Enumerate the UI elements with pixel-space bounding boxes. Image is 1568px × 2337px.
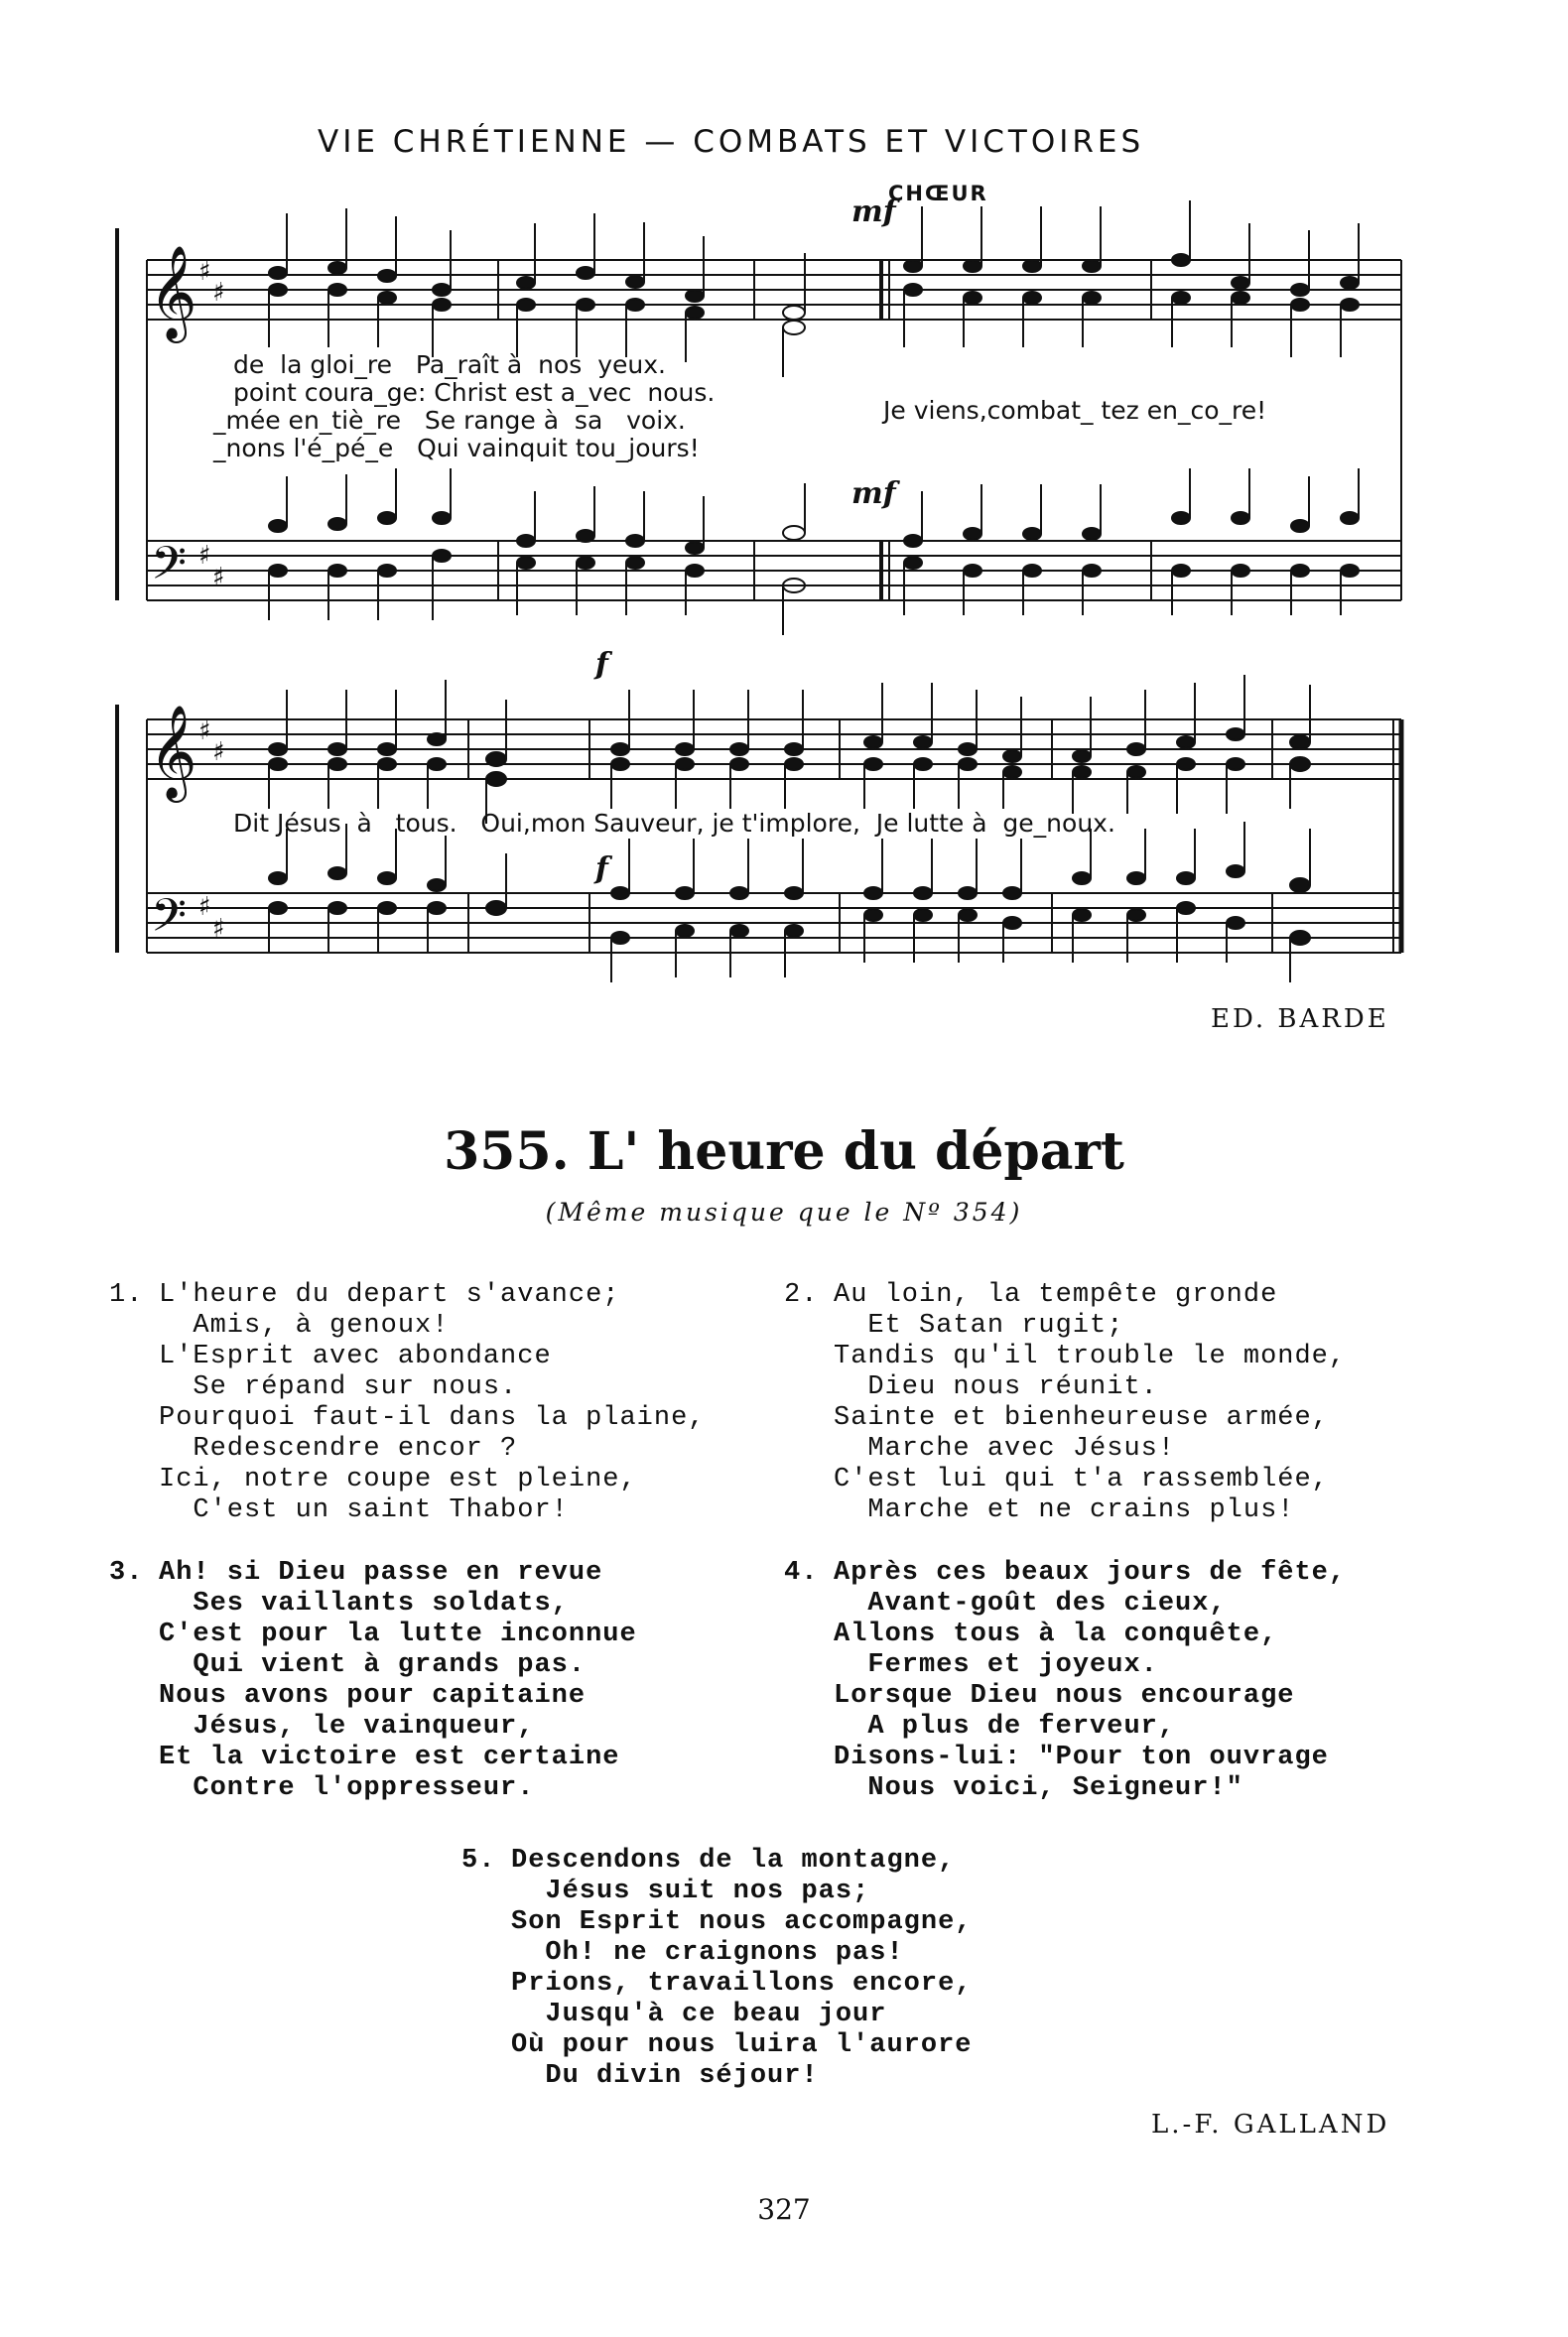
verse-line: Avant-goût des cieux, bbox=[834, 1589, 1227, 1619]
verse-line: Du divin séjour! bbox=[511, 2061, 819, 2091]
verse-line: Lorsque Dieu nous encourage bbox=[834, 1681, 1295, 1711]
verse-line: Ses vaillants soldats, bbox=[159, 1589, 569, 1619]
verse-line: Se répand sur nous. bbox=[159, 1372, 518, 1402]
running-header: VIE CHRÉTIENNE — COMBATS ET VICTOIRES bbox=[318, 124, 1145, 160]
verse-line: Redescendre encor ? bbox=[159, 1434, 518, 1464]
verse-line: Allons tous à la conquête, bbox=[834, 1620, 1278, 1649]
verse-line: Et Satan rugit; bbox=[834, 1311, 1124, 1341]
verse-line: Nous voici, Seigneur!" bbox=[834, 1773, 1243, 1803]
lyrics-line-1: de la gloi_re Pa_raît à nos yeux. bbox=[233, 350, 666, 379]
dynamic-f-bass: f bbox=[595, 851, 608, 886]
verse-line: Jusqu'à ce beau jour bbox=[511, 2000, 887, 2029]
verse-line: Oh! ne craignons pas! bbox=[511, 1938, 904, 1968]
verse-line: Fermes et joyeux. bbox=[834, 1650, 1158, 1680]
verse-number: 2. bbox=[784, 1280, 819, 1310]
svg-text:♯: ♯ bbox=[198, 892, 211, 922]
verse-line: Descendons de la montagne, bbox=[511, 1846, 956, 1876]
verse-3 bbox=[109, 1558, 744, 1816]
hymn-title: 355. L' heure du départ bbox=[444, 1121, 1124, 1182]
verse-number: 1. bbox=[109, 1280, 144, 1310]
chorus-lyrics: Je viens,combat_ tez en_co_re! bbox=[883, 396, 1267, 425]
verse-line: C'est pour la lutte inconnue bbox=[159, 1620, 637, 1649]
verse-number: 5. bbox=[461, 1846, 496, 1876]
lyrics-system-2: Dit Jésus à tous. Oui,mon Sauveur, je t'implore, Je lutte à ge_noux. bbox=[233, 809, 1115, 838]
composer-credit: ED. BARDE bbox=[1211, 1004, 1389, 1034]
svg-text:♯: ♯ bbox=[212, 563, 225, 592]
verse-line: Jésus suit nos pas; bbox=[511, 1877, 870, 1906]
verse-line: Marche avec Jésus! bbox=[834, 1434, 1176, 1464]
svg-text:♯: ♯ bbox=[212, 914, 225, 944]
verse-line: Sainte et bienheureuse armée, bbox=[834, 1403, 1329, 1433]
svg-text:♯: ♯ bbox=[212, 737, 225, 767]
treble-clef-icon: 𝄞 bbox=[149, 245, 197, 339]
verse-line: A plus de ferveur, bbox=[834, 1712, 1176, 1742]
verse-line: Nous avons pour capitaine bbox=[159, 1681, 587, 1711]
svg-text:♯: ♯ bbox=[198, 541, 211, 571]
verse-line: Dieu nous réunit. bbox=[834, 1372, 1158, 1402]
verse-line: Disons-lui: "Pour ton ouvrage bbox=[834, 1743, 1329, 1772]
verse-line: Prions, travaillons encore, bbox=[511, 1969, 973, 1999]
verse-line: C'est un saint Thabor! bbox=[159, 1495, 569, 1525]
verse-line: C'est lui qui t'a rassemblée, bbox=[834, 1465, 1329, 1494]
verse-line: Son Esprit nous accompagne, bbox=[511, 1907, 973, 1937]
dynamic-mf-bass: mf bbox=[851, 476, 896, 511]
treble-clef-icon: 𝄞 bbox=[149, 705, 197, 799]
verse-number: 4. bbox=[784, 1558, 819, 1588]
page-number: 327 bbox=[757, 2193, 811, 2226]
verse-line: Ici, notre coupe est pleine, bbox=[159, 1465, 637, 1494]
hymn-subtitle: (Même musique que le Nº 354) bbox=[545, 1198, 1023, 1227]
verse-number: 3. bbox=[109, 1558, 144, 1588]
author-credit: L.-F. GALLAND bbox=[1151, 2110, 1390, 2140]
svg-text:♯: ♯ bbox=[198, 257, 211, 287]
verse-1 bbox=[109, 1280, 744, 1538]
svg-text:♯: ♯ bbox=[212, 278, 225, 308]
verse-line: Contre l'oppresseur. bbox=[159, 1773, 535, 1803]
verse-line: Au loin, la tempête gronde bbox=[834, 1280, 1278, 1310]
lyrics-line-4: _nons l'é_pé_e Qui vainquit tou_jours! bbox=[213, 434, 700, 462]
verse-5 bbox=[461, 1846, 1107, 2104]
lyrics-line-2: point coura_ge: Christ est a_vec nous. bbox=[233, 378, 716, 407]
verse-line: Et la victoire est certaine bbox=[159, 1743, 620, 1772]
svg-text:♯: ♯ bbox=[198, 716, 211, 746]
chorus-label: CHŒUR bbox=[888, 182, 988, 205]
dynamic-mf-treble: mf bbox=[851, 195, 896, 229]
dynamic-f-treble: f bbox=[595, 647, 608, 682]
verse-line: Ah! si Dieu passe en revue bbox=[159, 1558, 603, 1588]
verse-4 bbox=[784, 1558, 1429, 1816]
verse-line: L'heure du depart s'avance; bbox=[159, 1280, 620, 1310]
verse-line: Amis, à genoux! bbox=[159, 1311, 450, 1341]
verse-line: Marche et ne crains plus! bbox=[834, 1495, 1295, 1525]
verse-line: Pourquoi faut-il dans la plaine, bbox=[159, 1403, 706, 1433]
verse-line: Tandis qu'il trouble le monde, bbox=[834, 1342, 1347, 1371]
verse-2 bbox=[784, 1280, 1429, 1538]
verse-line: Jésus, le vainqueur, bbox=[159, 1712, 535, 1742]
verse-line: L'Esprit avec abondance bbox=[159, 1342, 552, 1371]
music-score bbox=[0, 0, 1568, 1052]
verse-line: Où pour nous luira l'aurore bbox=[511, 2030, 973, 2060]
verse-line: Qui vient à grands pas. bbox=[159, 1650, 587, 1680]
lyrics-line-3: _mée en_tiè_re Se range à sa voix. bbox=[213, 406, 686, 435]
bass-clef-icon: 𝄢 bbox=[151, 889, 188, 954]
verse-line: Après ces beaux jours de fête, bbox=[834, 1558, 1347, 1588]
bass-clef-icon: 𝄢 bbox=[151, 537, 188, 601]
